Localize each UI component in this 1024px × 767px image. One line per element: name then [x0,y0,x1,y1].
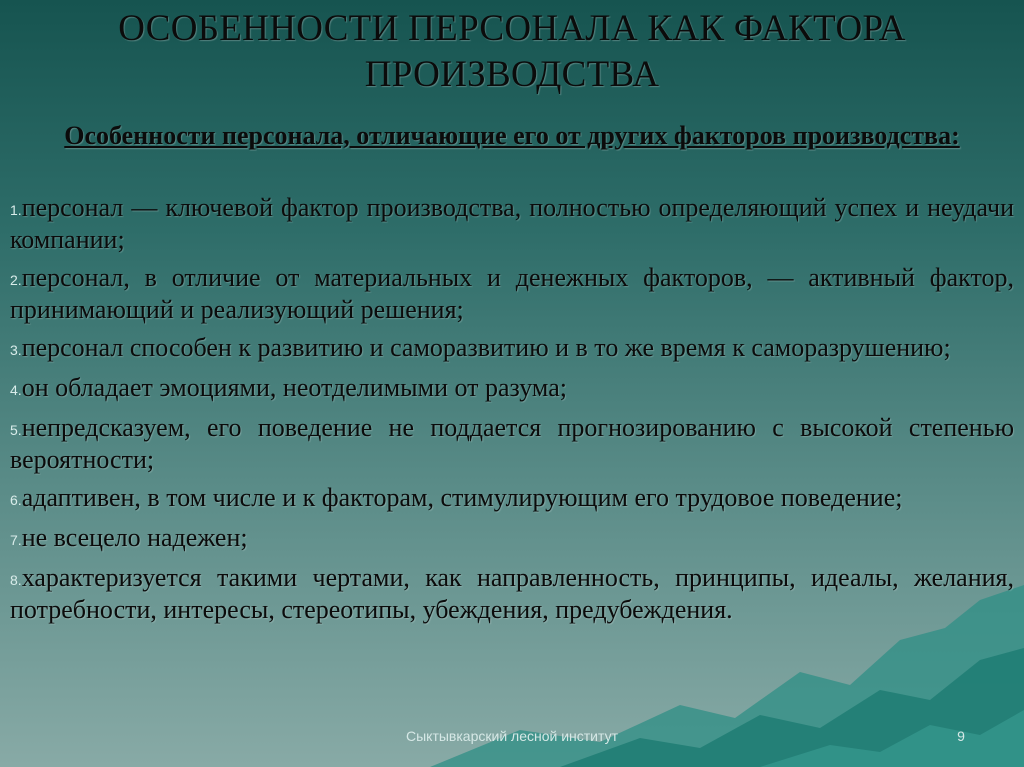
item-number: 4. [10,382,22,398]
page-number: 9 [957,728,965,744]
list-item [10,373,1014,405]
item-number: 2. [10,272,22,288]
slide-title: ОСОБЕННОСТИ ПЕРСОНАЛА КАК ФАКТОРА ПРОИЗВОДСТВА [118,8,906,95]
list-item [10,193,1014,255]
item-text: персонал, в отличие от материальных и денежных факторов, — активный фактор, принимающий и реализующий решения; [10,263,1014,324]
item-text: не всецело надежен; [21,523,248,552]
item-number: 3. [10,342,22,358]
item-text: непредсказуем, его поведение не поддается прогнозированию с высокой степенью вероятности; [10,413,1014,474]
item-number: 8. [10,572,22,588]
slide-subtitle: Особенности персонала, отличающие его от других факторов производства: [64,121,960,150]
list-item [10,263,1014,325]
footer-institute: Сыктывкарский лесной институт [406,728,618,744]
list-item [10,563,1014,625]
item-number: 5. [10,422,22,438]
list-item [10,333,1014,365]
item-number: 1. [10,202,22,218]
item-text: характеризуется такими чертами, как направленность, принципы, идеалы, желания, потребности, интересы, стереотипы, убеждения, предубеждения. [10,563,1014,624]
item-text: персонал способен к развитию и саморазвитию и в то же время к саморазрушению; [21,333,951,362]
item-text: персонал — ключевой фактор производства, полностью определяющий успех и неудачи компании; [10,193,1014,254]
item-number: 7. [10,532,22,548]
features-list [10,193,1014,633]
item-text: адаптивен, в том числе и к факторам, стимулирующим его трудовое поведение; [21,483,903,512]
list-item [10,483,1014,515]
list-item [10,413,1014,475]
item-number: 6. [10,492,22,508]
list-item [10,523,1014,555]
item-text: он обладает эмоциями, неотделимыми от разума; [21,373,567,402]
